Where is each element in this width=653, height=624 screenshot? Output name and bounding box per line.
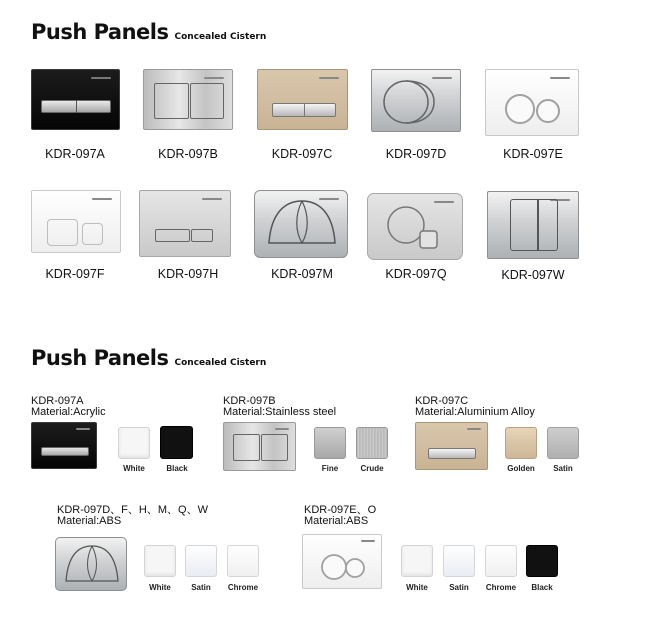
section-title-2 — [31, 346, 266, 370]
panel-buttons-shape — [372, 70, 462, 133]
finish-swatch-satin — [185, 545, 217, 577]
panel-kdr-097q — [367, 193, 463, 260]
product-code: KDR-097F — [45, 267, 105, 281]
finish-label: Fine — [321, 464, 339, 473]
finish-label: White — [406, 583, 428, 592]
finish-label: Satin — [449, 583, 469, 592]
section-title-text: Push Panels — [31, 346, 169, 370]
panel-buttons-shape — [368, 194, 464, 261]
section-subtitle: Concealed Cistern — [174, 358, 267, 368]
finish-swatch-satin — [443, 545, 475, 577]
material-code: KDR-097E、O — [304, 504, 377, 516]
finish-swatch-white — [144, 545, 176, 577]
product-code: KDR-097E — [503, 147, 563, 161]
finish-swatch-chrome — [485, 545, 517, 577]
panel-buttons-shape — [56, 538, 128, 592]
panel-kdr-097a — [31, 69, 120, 130]
finish-label: Chrome — [227, 583, 259, 592]
panel-kdr-097f — [31, 190, 121, 253]
finish-swatch-white — [118, 427, 150, 459]
finish-label: Black — [531, 583, 553, 592]
material-name: Material:Aluminium Alloy — [415, 406, 535, 418]
product-code: KDR-097H — [157, 267, 219, 281]
product-code: KDR-097D — [385, 147, 447, 161]
panel-buttons-shape — [255, 191, 349, 259]
panel-kdr-097d — [371, 69, 461, 132]
material-code: KDR-097C — [415, 395, 469, 407]
material-name: Material:Acrylic — [31, 406, 106, 418]
finish-label: Satin — [553, 464, 573, 473]
panel-kdr-097w — [487, 191, 579, 259]
finish-label: White — [149, 583, 171, 592]
finish-swatch-black — [160, 426, 193, 459]
product-code: KDR-097A — [45, 147, 105, 161]
panel-buttons-shape — [303, 535, 383, 590]
section-title-1 — [31, 20, 266, 44]
material-panel-image — [31, 422, 97, 469]
panel-kdr-097h — [139, 190, 231, 257]
finish-swatch-chrome — [227, 545, 259, 577]
material-name: Material:Stainless steel — [223, 406, 337, 418]
product-code: KDR-097W — [501, 268, 565, 282]
panel-kdr-097c — [257, 69, 348, 130]
product-code: KDR-097M — [271, 267, 333, 281]
material-panel-image — [55, 537, 127, 591]
finish-label: Satin — [191, 583, 211, 592]
section-subtitle: Concealed Cistern — [174, 32, 267, 42]
material-code: KDR-097B — [223, 395, 276, 407]
panel-kdr-097e — [485, 69, 579, 136]
panel-kdr-097m — [254, 190, 348, 258]
material-code: KDR-097A — [31, 395, 84, 407]
finish-swatch-crude — [356, 427, 388, 459]
finish-label: Golden — [507, 464, 535, 473]
finish-swatch-white — [401, 545, 433, 577]
panel-kdr-097b — [143, 69, 233, 130]
finish-swatch-satin — [547, 427, 579, 459]
finish-label: Crude — [360, 464, 384, 473]
material-name: Material:ABS — [304, 515, 369, 527]
finish-label: Chrome — [485, 583, 517, 592]
finish-swatch-golden — [505, 427, 537, 459]
panel-buttons-shape — [486, 70, 580, 137]
product-code: KDR-097C — [271, 147, 333, 161]
material-panel-image — [302, 534, 382, 589]
section-title-text: Push Panels — [31, 20, 169, 44]
finish-label: White — [123, 464, 145, 473]
material-name: Material:ABS — [57, 515, 122, 527]
finish-swatch-black — [526, 545, 558, 577]
material-code: KDR-097D、F、H、M、Q、W — [57, 504, 208, 516]
product-code: KDR-097B — [158, 147, 218, 161]
finish-swatch-fine — [314, 427, 346, 459]
material-panel-image — [223, 422, 296, 471]
material-panel-image — [415, 422, 488, 470]
finish-label: Black — [166, 464, 188, 473]
product-code: KDR-097Q — [385, 267, 447, 281]
